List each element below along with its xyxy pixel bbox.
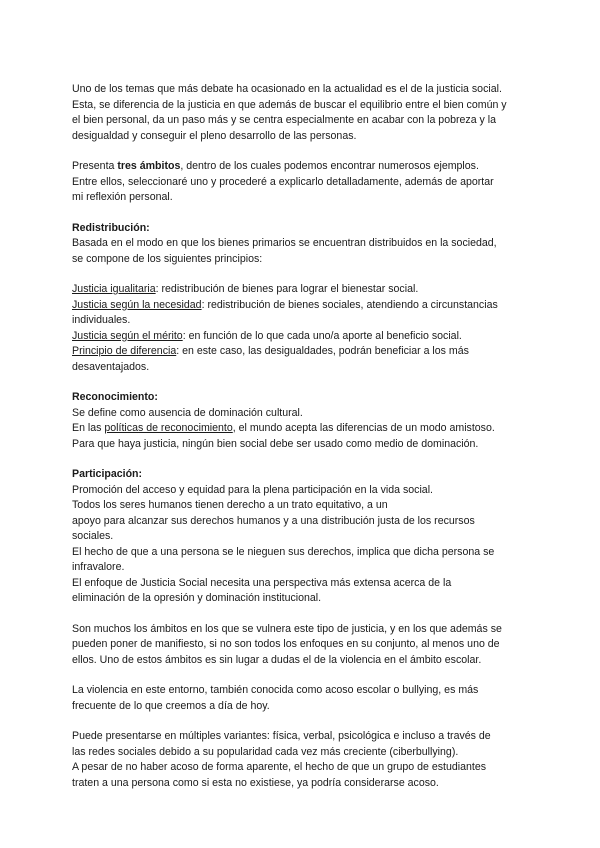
text-line (72, 159, 540, 175)
text-line: mi reflexión personal. (72, 191, 173, 203)
text-line: las redes sociales debido a su popularidad cada vez más creciente (ciberbullying). (72, 745, 459, 758)
underlined-term: políticas de reconocimiento (104, 422, 233, 434)
principle-text: : redistribución de bienes sociales, atendiendo a circunstancias (201, 298, 498, 311)
text-line: frecuente de lo que creemos a día de hoy. (72, 699, 270, 712)
text-line: traten a una persona como si esta no existiese, ya podría considerarse acoso. (72, 776, 439, 789)
text-line: ellos. Uno de estos ámbitos es sin lugar a dudas el de la violencia en el ámbito escolar. (72, 653, 482, 666)
principle-text: : redistribución de bienes para lograr el bienestar social. (155, 283, 419, 295)
principle-item (72, 282, 540, 298)
section-heading: Participación: (72, 468, 143, 480)
violencia-paragraph (72, 683, 540, 714)
text-fragment: , el mundo acepta las diferencias de un modo amistoso. (232, 422, 495, 434)
text-line: Todos los seres humanos tienen derecho a un trato equitativo, a un (72, 499, 388, 511)
ambitos-vulnera-paragraph (72, 622, 540, 669)
participacion-section (72, 467, 540, 607)
section-heading: Redistribución: (72, 221, 150, 234)
principle-term: Justicia según la necesidad (72, 298, 202, 311)
reconocimiento-section (72, 390, 540, 452)
text-line: La violencia en este entorno, también conocida como acoso escolar o bullying, es más (72, 684, 479, 696)
principle-item (72, 298, 540, 314)
principle-term: Principio de diferencia (72, 345, 177, 357)
text-fragment: Presenta (72, 160, 118, 172)
text-line: desaventajados. (72, 360, 150, 373)
text-line: Promoción del acceso y equidad para la plena participación en la vida social. (72, 483, 433, 496)
text-line (72, 421, 540, 437)
principle-text: : en función de lo que cada uno/a aporte al beneficio social. (182, 329, 462, 342)
text-fragment: En las (72, 422, 105, 434)
redistribucion-section (72, 221, 540, 268)
text-line: el bien personal, da un paso más y se centra especialmente en acabar con la pobreza y la (72, 114, 497, 126)
text-line: individuales. (72, 314, 131, 326)
text-line: se compone de los siguientes principios: (72, 252, 263, 265)
text-line: Uno de los temas que más debate ha ocasionado en la actualidad es el de la justicia social. (72, 83, 502, 95)
text-line: El enfoque de Justicia Social necesita una perspectiva más extensa acerca de la (72, 576, 452, 589)
text-line: Para que haya justicia, ningún bien social debe ser usado como medio de dominación. (72, 437, 479, 450)
text-line: infravalore. (72, 561, 125, 573)
text-line: apoyo para alcanzar sus derechos humanos y a una distribución justa de los recursos (72, 514, 475, 527)
text-line: pueden poner de manifiesto, si no son todos los enfoques en su conjunto, al menos uno de (72, 638, 500, 650)
principle-term: Justicia según el mérito (72, 329, 183, 342)
text-line: Se define como ausencia de dominación cultural. (72, 406, 303, 419)
intro-paragraph (72, 82, 540, 144)
text-line: Basada en el modo en que los bienes primarios se encuentran distribuidos en la sociedad, (72, 237, 497, 249)
principios-list (72, 282, 540, 375)
section-heading: Reconocimiento: (72, 391, 158, 403)
ambitos-paragraph (72, 159, 540, 206)
text-line: desigualdad y conseguir el pleno desarrollo de las personas. (72, 129, 357, 142)
text-line: Esta, se diferencia de la justicia en que además de buscar el equilibrio entre el bien común y (72, 98, 507, 111)
text-line: sociales. (72, 530, 114, 542)
text-line: Son muchos los ámbitos en los que se vulnera este tipo de justicia, y en los que además se (72, 622, 502, 635)
text-fragment: , dentro de los cuales podemos encontrar numerosos ejemplos. (180, 160, 479, 172)
text-line: Puede presentarse en múltiples variantes: física, verbal, psicológica e incluso a través de (72, 730, 491, 742)
text-line: Entre ellos, seleccionaré uno y procederé a explicarlo detalladamente, además de aportar (72, 175, 494, 188)
principle-term: Justicia igualitaria (72, 283, 156, 295)
text-line: eliminación de la opresión y dominación institucional. (72, 592, 322, 604)
principle-item (72, 329, 540, 345)
variantes-paragraph (72, 729, 540, 791)
principle-item (72, 344, 540, 360)
bold-term: tres ámbitos (117, 160, 181, 172)
text-line: El hecho de que a una persona se le nieguen sus derechos, implica que dicha persona se (72, 545, 495, 558)
text-line: A pesar de no haber acoso de forma aparente, el hecho de que un grupo de estudiantes (72, 761, 487, 773)
principle-text: : en este caso, las desigualdades, podrán beneficiar a los más (176, 345, 469, 357)
